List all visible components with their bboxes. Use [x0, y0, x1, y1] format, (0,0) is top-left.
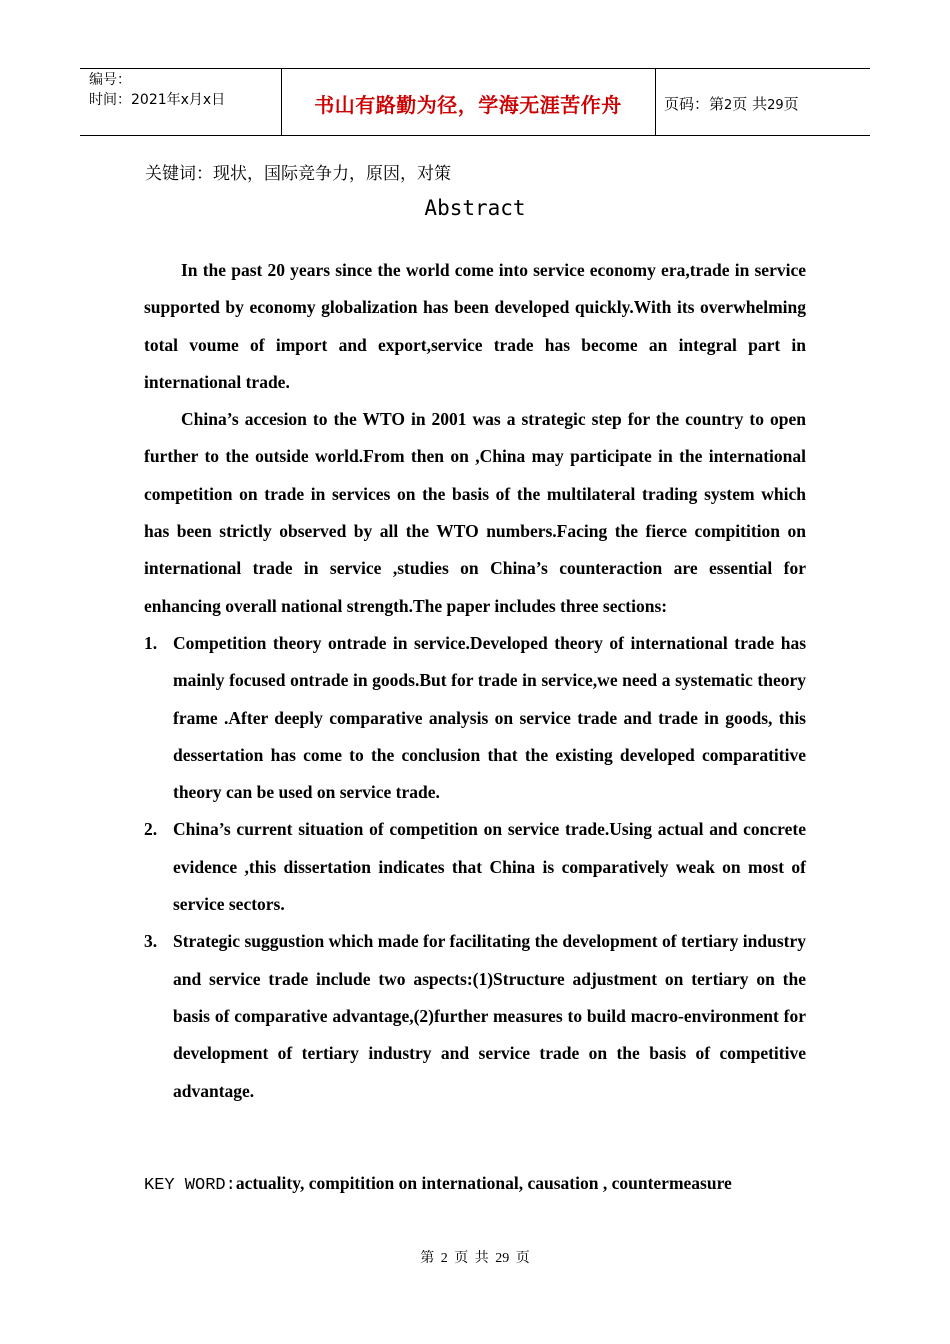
header-page-info — [664, 93, 799, 114]
list-marker: 3. — [144, 931, 158, 952]
abstract-body — [144, 252, 806, 1110]
page-footer: 第 2 页 共 29 页 — [420, 1251, 530, 1266]
keywords-chinese: 关键词：现状，国际竞争力，原因，对策 — [145, 164, 451, 184]
list-item-text: China’s current situation of competition on service trade.Using actual and concrete evidence ,this dissertation indicates that China is comparatively weak on most of service sectors. — [173, 819, 806, 915]
keywords-english-label: KEY WORD: — [144, 1176, 236, 1195]
doc-date: 时间：2021年x月x日 — [89, 92, 226, 108]
list-marker: 1. — [144, 632, 158, 653]
list-item-text: Competition theory ontrade in service.Developed theory of international trade has mainly focused ontrade in goods.But for trade in service,we need a systematic theory frame .After deeply comparative analysis on service trade and trade in goods, this dessertation has come to the conclusion that the existing developed comparatitive theory can be used on service trade. — [173, 632, 806, 803]
list-item-text: Strategic suggustion which made for facilitating the development of tertiary industry and service trade include two aspects:(1)Structure adjustment on tertiary on the basis of comparative advantage,(2)further measures to build macro-environment for development of tertiary industry and service trade on the basis of competitive advantage. — [173, 931, 806, 1101]
page-prefix: 页码：第 — [664, 95, 725, 113]
page-total: 29 — [767, 98, 784, 113]
doc-number-label: 编号： — [89, 72, 131, 88]
abstract-title: Abstract — [424, 196, 526, 220]
header-top-rule — [80, 68, 870, 69]
header-motto: 书山有路勤为径，学海无涯苦作舟 — [314, 93, 622, 117]
list-marker: 2. — [144, 819, 158, 840]
list-item — [144, 625, 806, 811]
list-item — [144, 811, 806, 923]
keywords-english-value: actuality, compitition on international, causation , countermeasure — [235, 1173, 732, 1193]
page-current: 2 — [724, 98, 733, 113]
keywords-english — [144, 1173, 732, 1195]
page-suffix: 页 — [783, 95, 799, 113]
list-item — [144, 923, 806, 1109]
header-meta — [89, 70, 225, 110]
header-divider-right — [655, 68, 656, 136]
header-bottom-rule — [80, 135, 870, 136]
sections-list — [144, 625, 806, 1110]
abstract-paragraph: China’s accesion to the WTO in 2001 was a strategic step for the country to open further to the outside world.From then on ,China may participate in the international competition on trade in services on the basis of the multilateral trading system which has been strictly observed by all the WTO numbers.Facing the fierce compitition on international trade in service ,studies on China’s counteraction are essential for enhancing overall national strength.The paper includes three sections: — [144, 409, 806, 616]
page-mid: 页 共 — [732, 95, 768, 113]
abstract-paragraph: In the past 20 years since the world come into service economy era,trade in service supported by economy globalization has been developed quickly.With its overwhelming total voume of import and export,service trade has become an integral part in international trade. — [144, 260, 806, 392]
